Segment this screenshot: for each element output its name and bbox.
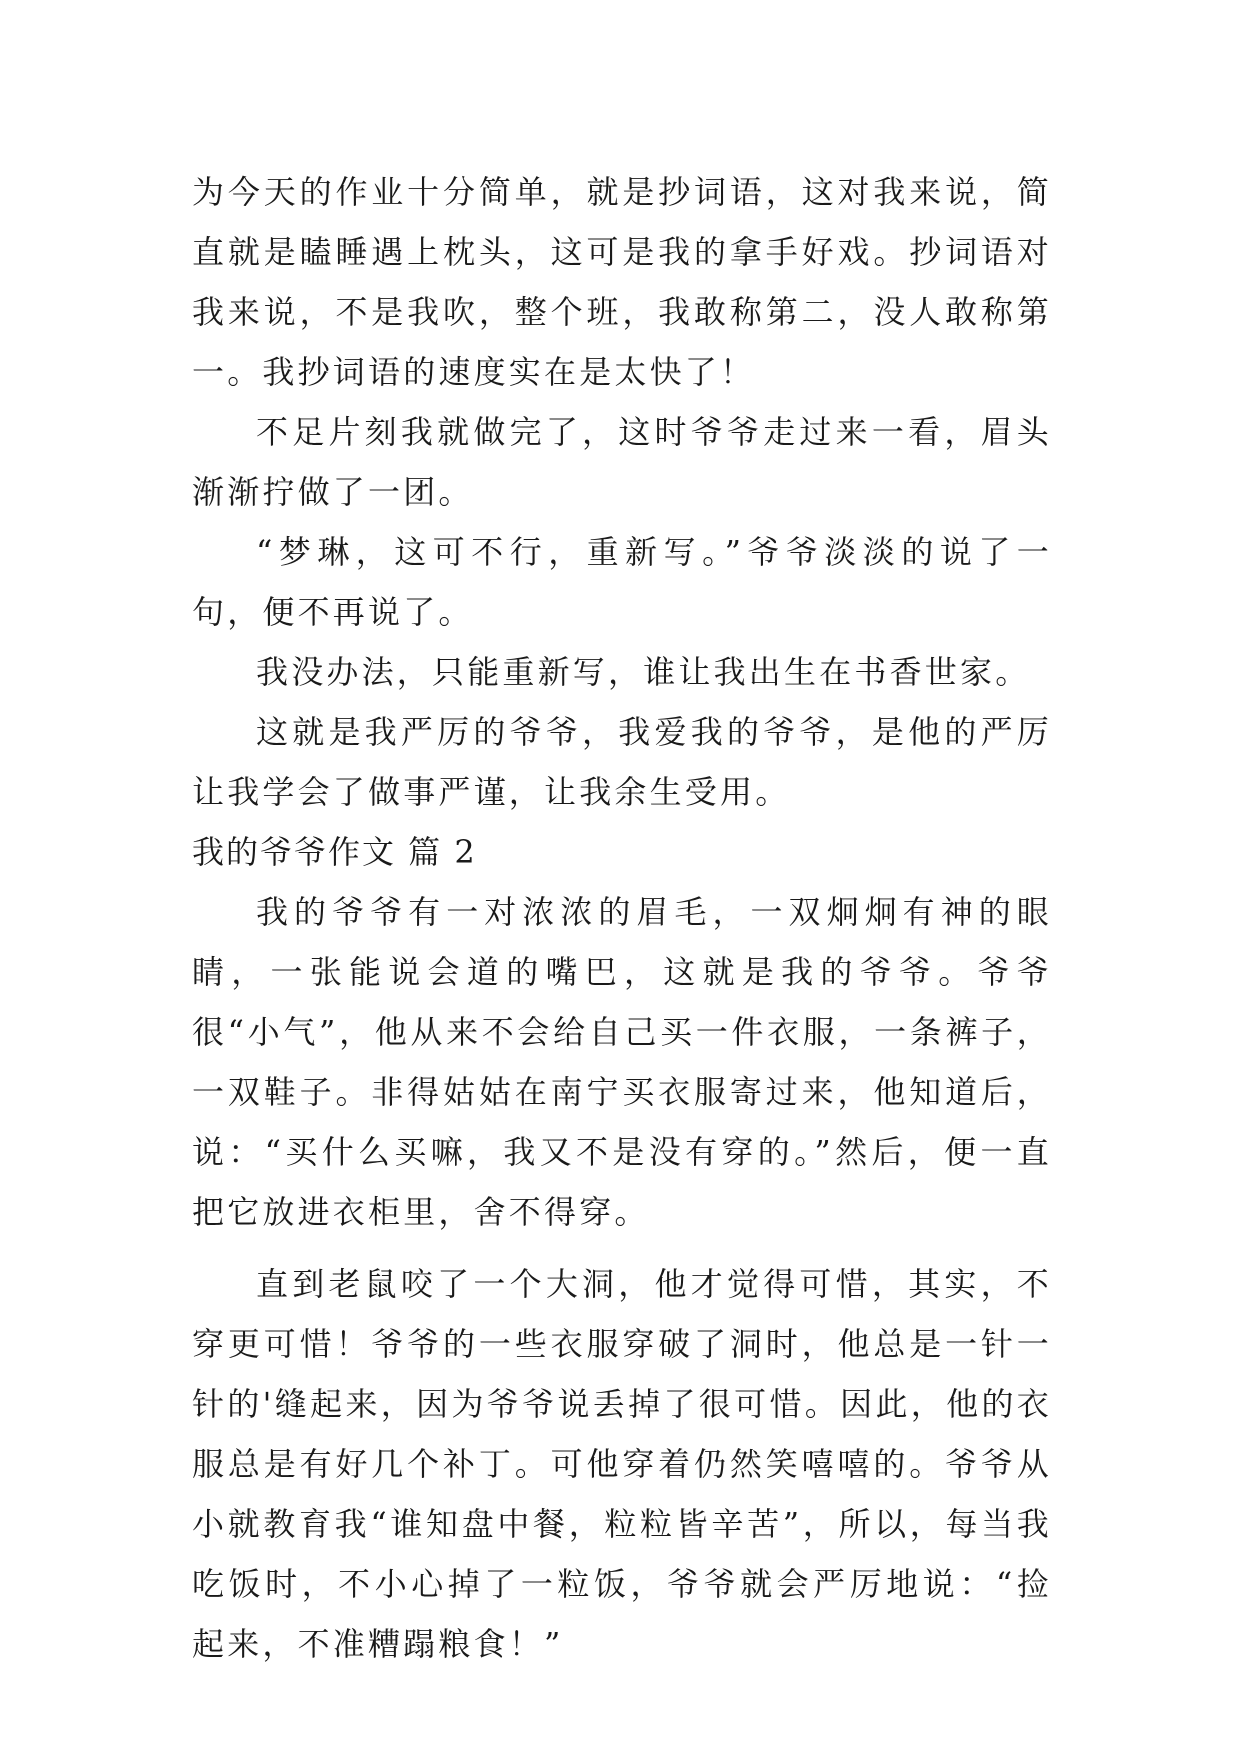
paragraph-6: 我的爷爷有一对浓浓的眉毛，一双炯炯有神的眼睛，一张能说会道的嘴巴，这就是我的爷爷。爷爷很“小气”，他从来不会给自己买一件衣服，一条裤子，一双鞋子。非得姑姑在南宁买衣服寄过来，他知道后，说：“买什么买嘛，我又不是没有穿的。”然后，便一直把它放进衣柜里，舍不得穿。	[192, 893, 1052, 1231]
paragraph-4: 我没办法，只能重新写，谁让我出生在书香世家。	[256, 653, 1031, 691]
paragraph-7: 直到老鼠咬了一个大洞，他才觉得可惜，其实，不穿更可惜！爷爷的一些衣服穿破了洞时，他总是一针一针的'缝起来，因为爷爷说丢掉了很可惜。因此，他的衣服总是有好几个补丁。可他穿着仍然笑嘻嘻的。爷爷从小就教育我“谁知盘中餐，粒粒皆辛苦”，所以，每当我吃饭时，不小心掉了一粒饭，爷爷就会严厉地说：“捡起来，不准糟蹋粮食！”	[192, 1265, 1052, 1663]
document-body	[192, 162, 1052, 1674]
section-heading: 我的爷爷作文 篇 2	[192, 833, 477, 871]
paragraph-5: 这就是我严厉的爷爷，我爱我的爷爷，是他的严厉让我学会了做事严谨，让我余生受用。	[192, 713, 1052, 811]
paragraph-1: 为今天的作业十分简单，就是抄词语，这对我来说，简直就是瞌睡遇上枕头，这可是我的拿手好戏。抄词语对我来说，不是我吹，整个班，我敢称第二，没人敢称第一。我抄词语的速度实在是太快了！	[192, 173, 1052, 391]
paragraph-3: “梦琳，这可不行，重新写。”爷爷淡淡的说了一句，便不再说了。	[192, 533, 1052, 631]
paragraph-2: 不足片刻我就做完了，这时爷爷走过来一看，眉头渐渐拧做了一团。	[192, 413, 1052, 511]
